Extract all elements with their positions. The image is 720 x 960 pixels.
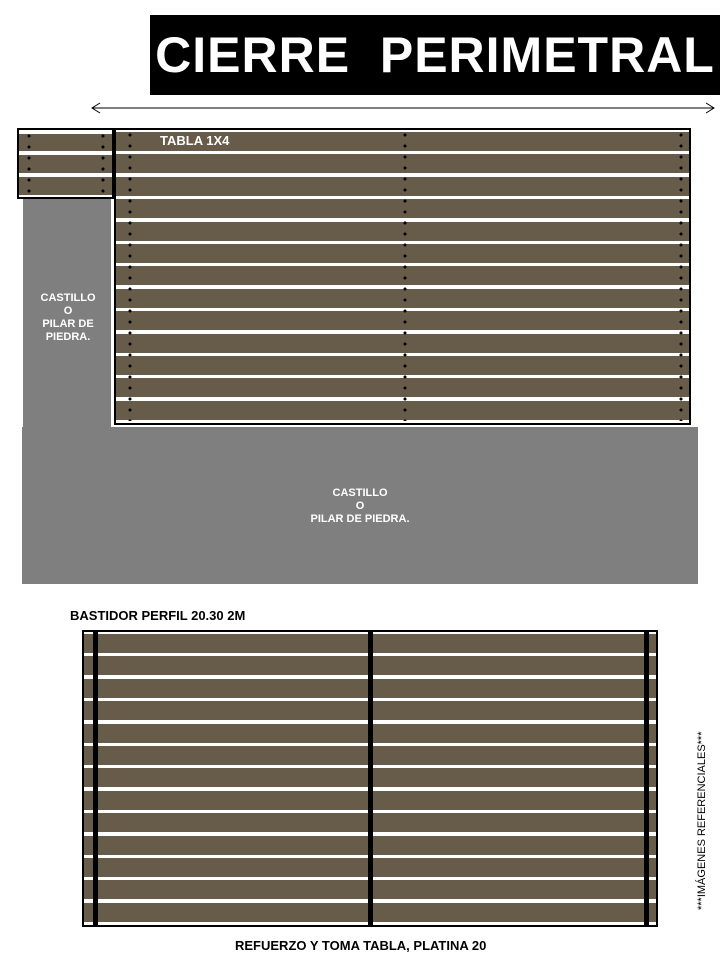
plank bbox=[19, 177, 112, 195]
plank bbox=[19, 155, 112, 173]
pillar-bottom-label: CASTILLO O PILAR DE PIEDRA. bbox=[310, 487, 410, 525]
screw-line bbox=[101, 134, 105, 195]
board-label: TABLA 1X4 bbox=[160, 133, 230, 148]
screw-line bbox=[128, 133, 132, 421]
reinforcement-post bbox=[644, 632, 649, 925]
reinforcement-post bbox=[93, 632, 98, 925]
screw-line bbox=[403, 133, 407, 421]
pillar-left-label: CASTILLO O PILAR DE PIEDRA. bbox=[40, 292, 96, 343]
reinforcement-post bbox=[368, 632, 373, 925]
small-fence-frame bbox=[17, 128, 114, 199]
screw-line bbox=[679, 133, 683, 421]
main-fence-frame bbox=[114, 128, 691, 425]
reinforcement-label: REFUERZO Y TOMA TABLA, PLATINA 20 bbox=[235, 938, 487, 953]
bastidor-frame bbox=[82, 630, 658, 927]
page-title: CIERRE PERIMETRAL bbox=[155, 27, 715, 83]
title-bar bbox=[150, 15, 720, 95]
screw-line bbox=[27, 134, 31, 195]
plank bbox=[19, 134, 112, 151]
width-dimension-arrow bbox=[88, 100, 720, 116]
frame-label: BASTIDOR PERFIL 20.30 2M bbox=[70, 608, 246, 623]
reference-note: ***IMÁGENES REFERENCIALES*** bbox=[696, 731, 708, 910]
